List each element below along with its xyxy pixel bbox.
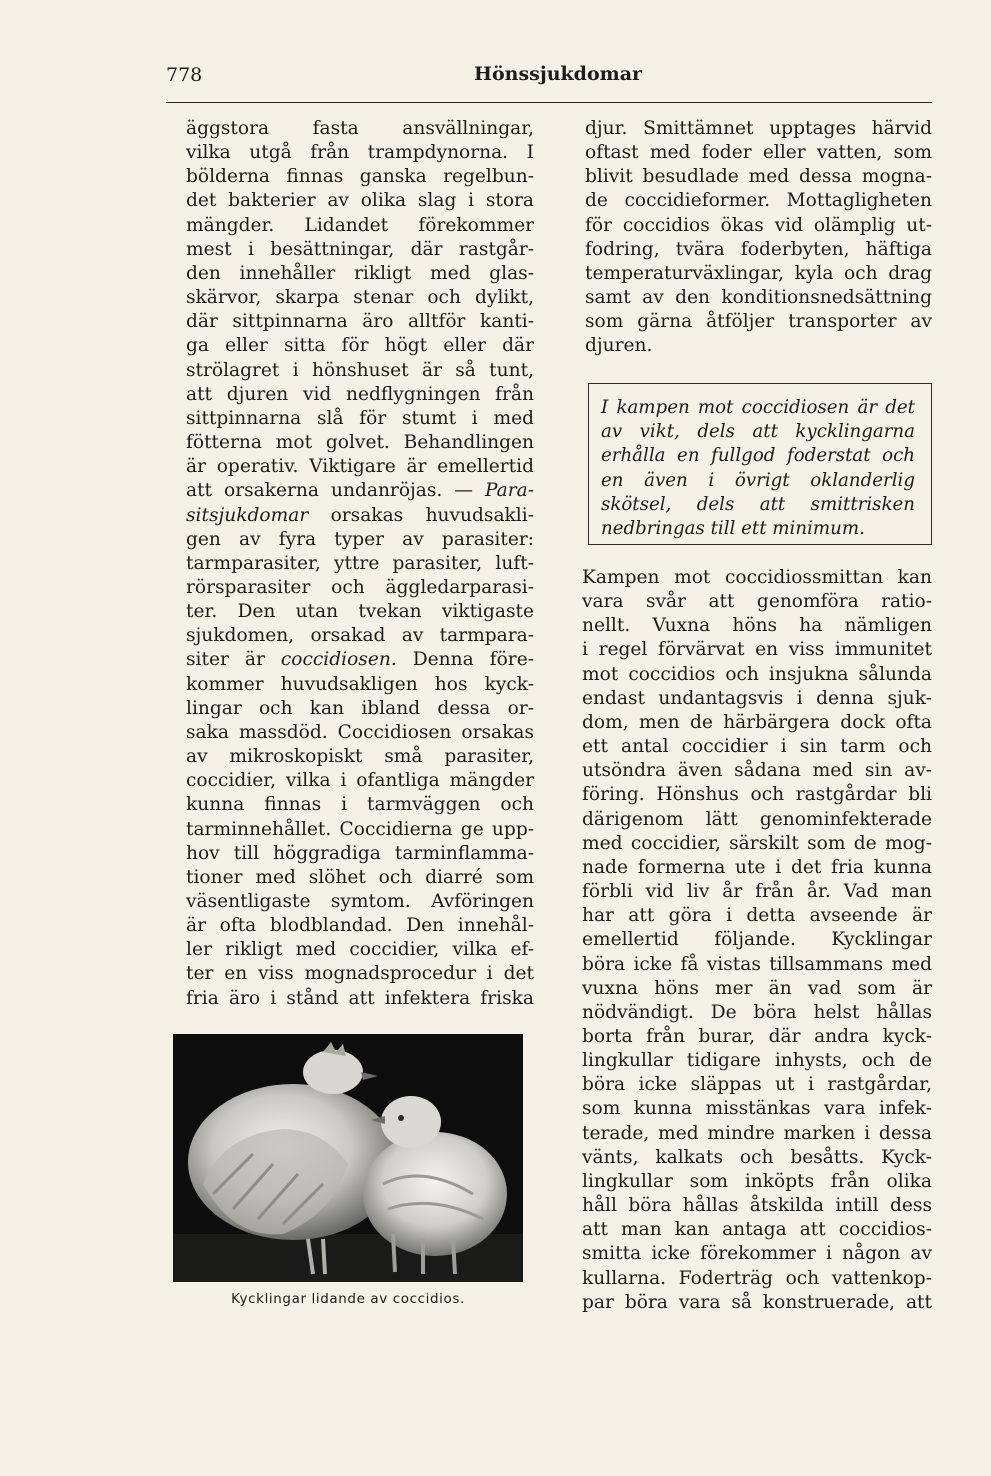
right-column-top [585,117,932,359]
text-line-italic-span: att orsakerna undanröjas. — Para- [186,480,534,502]
text-line: temperaturväxlingar, kyla och drag [585,262,932,284]
text-line: djur. Smittämnet upptages härvid [585,118,932,139]
text-line: med coccidier, särskilt som de mog- [582,832,932,854]
text-line: kommer huvudsakligen hos kyck- [186,673,534,695]
text-line: ga eller sitta för högt eller där [186,335,534,357]
text-line: par böra vara så konstruerade, att [582,1291,932,1313]
italic-term: Para- [484,480,534,502]
callout-text [601,396,915,541]
text-line: tarmparasiter, yttre parasiter, luft- [186,552,534,574]
text-line: terade, med mindre marken i dessa [582,1122,932,1144]
text-line: att man kan antaga att coccidios- [582,1219,932,1241]
callout-line: skötsel, dels att smittrisken [601,493,915,515]
right-chick [363,1132,507,1256]
text-line: den innehåller rikligt med glas- [186,262,534,284]
running-title: Hönssjukdomar [474,63,643,85]
text-line: smitta icke förekommer i någon av [582,1243,932,1265]
text-line: av mikroskopiskt små parasiter, [186,746,534,768]
italic-term: sitsjukdomar [186,504,309,526]
text-line: ler rikligt med coccidier, vilka ef- [186,939,534,961]
text-line: vuxna höns mer än vad som är [582,977,932,999]
text-line: rörsparasiter och äggledarparasi- [186,576,534,598]
text-line-italic-span: siter är coccidiosen. Denna före- [186,649,534,671]
text-line: mest i besättningar, där rastgår- [186,238,534,260]
text-line: djuren. [585,335,653,357]
text-line: mängder. Lidandet förekommer [186,214,534,236]
text-line: det bakterier av olika slag i stora [186,190,534,212]
text-line: vänts, kalkats och besåtts. Kyck- [582,1146,932,1168]
text-line: borta från burar, där andra kyck- [582,1025,932,1047]
text-line: nödvändigt. De böra helst hållas [582,1001,932,1023]
text-line: därigenom lätt genominfekterade [582,808,932,830]
text-line: samt av den konditionsnedsättning [585,287,932,309]
text-line-italic-span: sitsjukdomar orsakas huvudsakli- [186,504,534,526]
text-line: där sittpinnarna äro alltför kanti- [186,311,534,333]
text-line: lingkullar som inköpts från olika [582,1170,932,1192]
callout-line: nedbringas till ett minimum. [601,518,865,540]
photo-sick-chicks [173,1034,523,1282]
callout-line: en även i övrigt oklanderlig [601,469,915,491]
text-line: lingkullar tidigare inhysts, och de [582,1050,932,1072]
text-line: kunna finnas i tarmväggen och [186,794,534,816]
text-line: utsöndra även sådana med sin av- [582,760,932,782]
page-number: 778 [166,64,203,86]
text-line: att djuren vid nedflygningen från [186,383,534,405]
right-column-main [582,566,932,1315]
text-line: vilka utgå från trampdynorna. I [186,142,534,164]
text-line: böra icke släppas ut i rastgårdar, [582,1074,932,1096]
text-line: vara svår att genomföra ratio- [582,591,932,613]
text-line: för coccidios ökas vid olämplig ut- [585,214,932,236]
chicks-illustration [173,1034,523,1282]
header-rule [166,102,932,103]
text-line: endast undantagsvis i denna sjuk- [582,687,932,709]
text-line: gen av fyra typer av parasiter: [186,528,534,550]
text-line: lingar och kan ibland dessa or- [186,697,534,719]
text-line: nade formerna ute i det fria kunna [582,856,932,878]
text-line: förbli vid liv år från år. Vad man [582,881,932,903]
left-column [186,117,534,1011]
text-line: nellt. Vuxna höns ha nämligen [582,615,932,637]
text-line: saka massdöd. Coccidiosen orsakas [186,721,534,743]
text-line: ter en viss mognadsprocedur i det [186,963,534,985]
text-line: tarminnehållet. Coccidierna ge upp- [186,818,534,840]
text-line: böra icke få vistas tillsammans med [582,953,932,975]
text-line: strölagret i hönshuset är så tunt, [186,359,534,381]
text-line: fodring, tvära foderbyten, häftiga [585,238,932,260]
text-line: håll böra hållas åtskilda intill dess [582,1195,932,1217]
callout-line: I kampen mot coccidiosen är det [601,397,915,418]
text-line: Kampen mot coccidiossmittan kan [582,567,932,588]
italic-term: coccidiosen. [280,649,397,671]
text-line: i regel förvärvat en viss immunitet [582,639,932,661]
text-line: de coccidieformer. Mottagligheten [585,190,932,212]
text-line: som gärna åtföljer transporter av [585,311,932,333]
text-line: väsentligaste symtom. Avföringen [186,891,534,912]
text-line: sjukdomen, orsakad av tarmpara- [186,625,534,647]
callout-line: av vikt, dels att kycklingarna [601,421,915,443]
text-line: emellertid följande. Kycklingar [582,929,932,951]
text-line: mot coccidios och insjukna sålunda [582,663,932,685]
figure-caption: Kycklingar lidande av coccidios. [231,1291,465,1307]
text-line: föring. Hönshus och rastgårdar bli [582,784,932,806]
text-line: dom, men de härbärgera dock ofta [582,711,932,733]
text-line: som kunna misstänkas vara infek- [582,1098,932,1120]
text-line: oftast med foder eller vatten, som [585,142,932,164]
text-line: hov till höggradiga tarminflamma- [186,842,534,864]
text-line: blivit besudlade med dessa mogna- [585,166,932,188]
text-line: tioner med slöhet och diarré som [186,866,534,888]
text-line: är ofta blodblandad. Den innehål- [186,915,534,937]
text-line: fötterna mot golvet. Behandlingen [186,432,534,454]
text-line: fria äro i stånd att infektera friska [186,987,534,1009]
text-line: ter. Den utan tvekan viktigaste [186,601,534,623]
text-line: sittpinnarna slå för stumt i med [186,407,534,429]
callout-line: erhålla en fullgod foderstat och [601,445,915,467]
text-line: kullarna. Foderträg och vattenkop- [582,1267,932,1289]
callout-box [588,383,932,545]
text-line: bölderna finnas ganska regelbun- [186,166,534,188]
text-line: skärvor, skarpa stenar och dylikt, [186,287,534,309]
text-line: äggstora fasta ansvällningar, [186,118,534,139]
text-line: ett antal coccidier i sin tarm och [582,736,932,758]
text-line: coccidier, vilka i ofantliga mängder [186,770,534,792]
text-line: är operativ. Viktigare är emellertid [186,456,534,478]
text-line: har att göra i detta avseende är [582,905,932,927]
